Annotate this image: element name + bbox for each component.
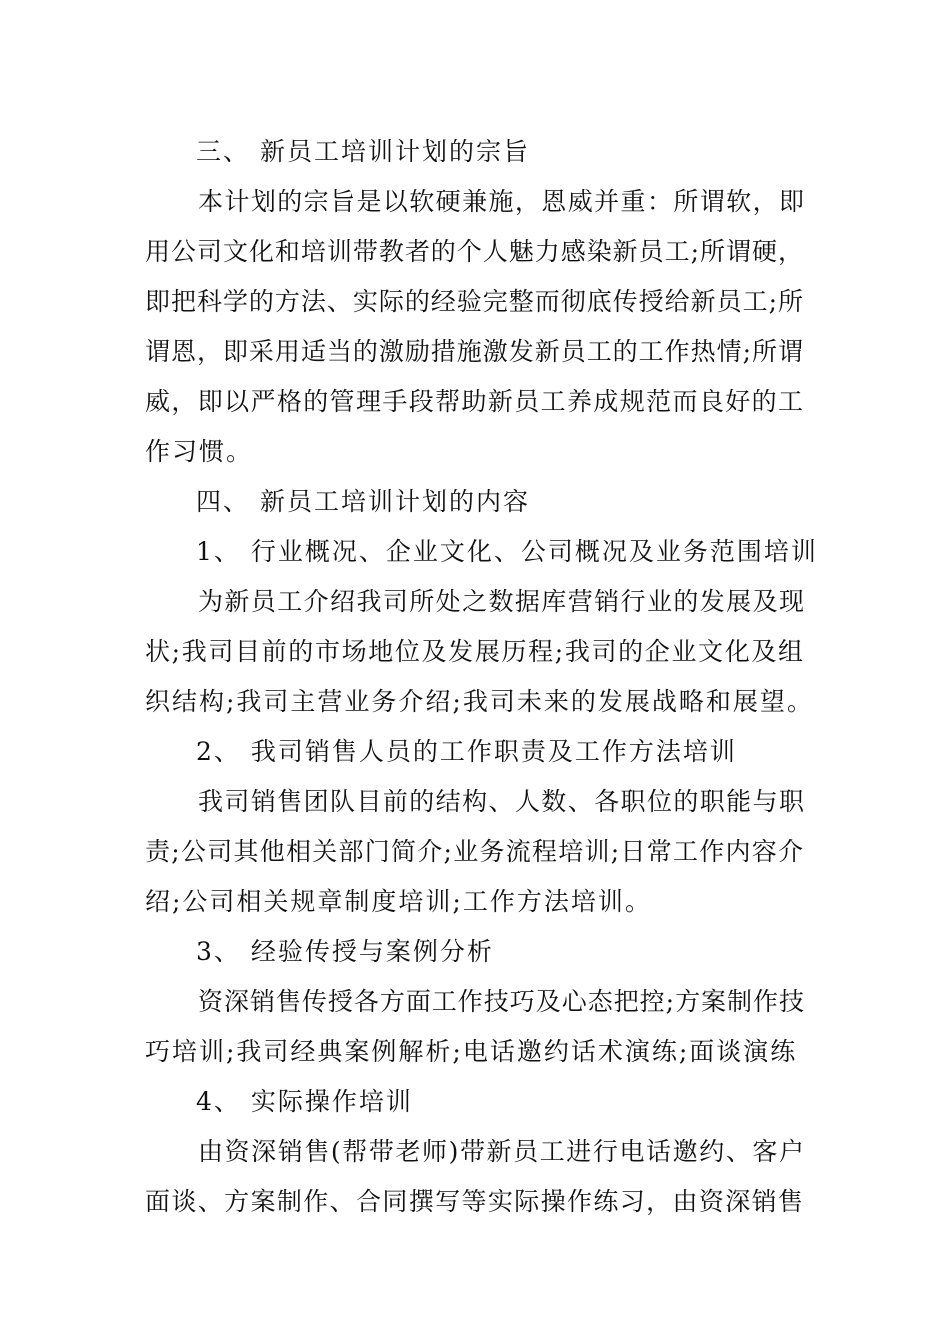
subsection-heading: 1、 行业概况、企业文化、公司概况及业务范围培训 [196, 537, 818, 566]
paragraph-line: 为新员工介绍我司所处之数据库营销行业的发展及现 [198, 587, 804, 616]
paragraph-line: 我司销售团队目前的结构、人数、各职位的职能与职 [198, 787, 804, 816]
paragraph-line: 责;公司其他相关部门简介;业务流程培训;日常工作内容介 [145, 837, 803, 866]
section-heading: 四、 新员工培训计划的内容 [196, 487, 530, 516]
paragraph-line: 谓恩，即采用适当的激励措施激发新员工的工作热情;所谓 [145, 337, 803, 366]
subsection-heading: 2、 我司销售人员的工作职责及工作方法培训 [196, 737, 737, 766]
paragraph-line: 用公司文化和培训带教者的个人魅力感染新员工;所谓硬， [145, 237, 803, 266]
paragraph-line: 织结构;我司主营业务介绍;我司未来的发展战略和展望。 [145, 687, 814, 716]
paragraph-line: 作习惯。 [145, 437, 254, 466]
paragraph-line: 绍;公司相关规章制度培训;工作方法培训。 [145, 887, 652, 916]
paragraph-line: 本计划的宗旨是以软硬兼施，恩威并重：所谓软，即 [198, 187, 804, 216]
paragraph-line: 面谈、方案制作、合同撰写等实际操作练习，由资深销售 [145, 1187, 803, 1216]
subsection-heading: 3、 经验传授与案例分析 [196, 937, 494, 966]
paragraph-line: 即把科学的方法、实际的经验完整而彻底传授给新员工;所 [145, 287, 803, 316]
paragraph-line: 状;我司目前的市场地位及发展历程;我司的企业文化及组 [145, 637, 803, 666]
subsection-heading: 4、 实际操作培训 [196, 1087, 413, 1116]
paragraph-line: 由资深销售(帮带老师)带新员工进行电话邀约、客户 [198, 1137, 804, 1166]
paragraph-line: 资深销售传授各方面工作技巧及心态把控;方案制作技 [198, 987, 804, 1016]
paragraph-line: 巧培训;我司经典案例解析;电话邀约话术演练;面谈演练 [145, 1037, 798, 1066]
paragraph-line: 威，即以严格的管理手段帮助新员工养成规范而良好的工 [145, 387, 803, 416]
section-heading: 三、 新员工培训计划的宗旨 [196, 137, 530, 166]
